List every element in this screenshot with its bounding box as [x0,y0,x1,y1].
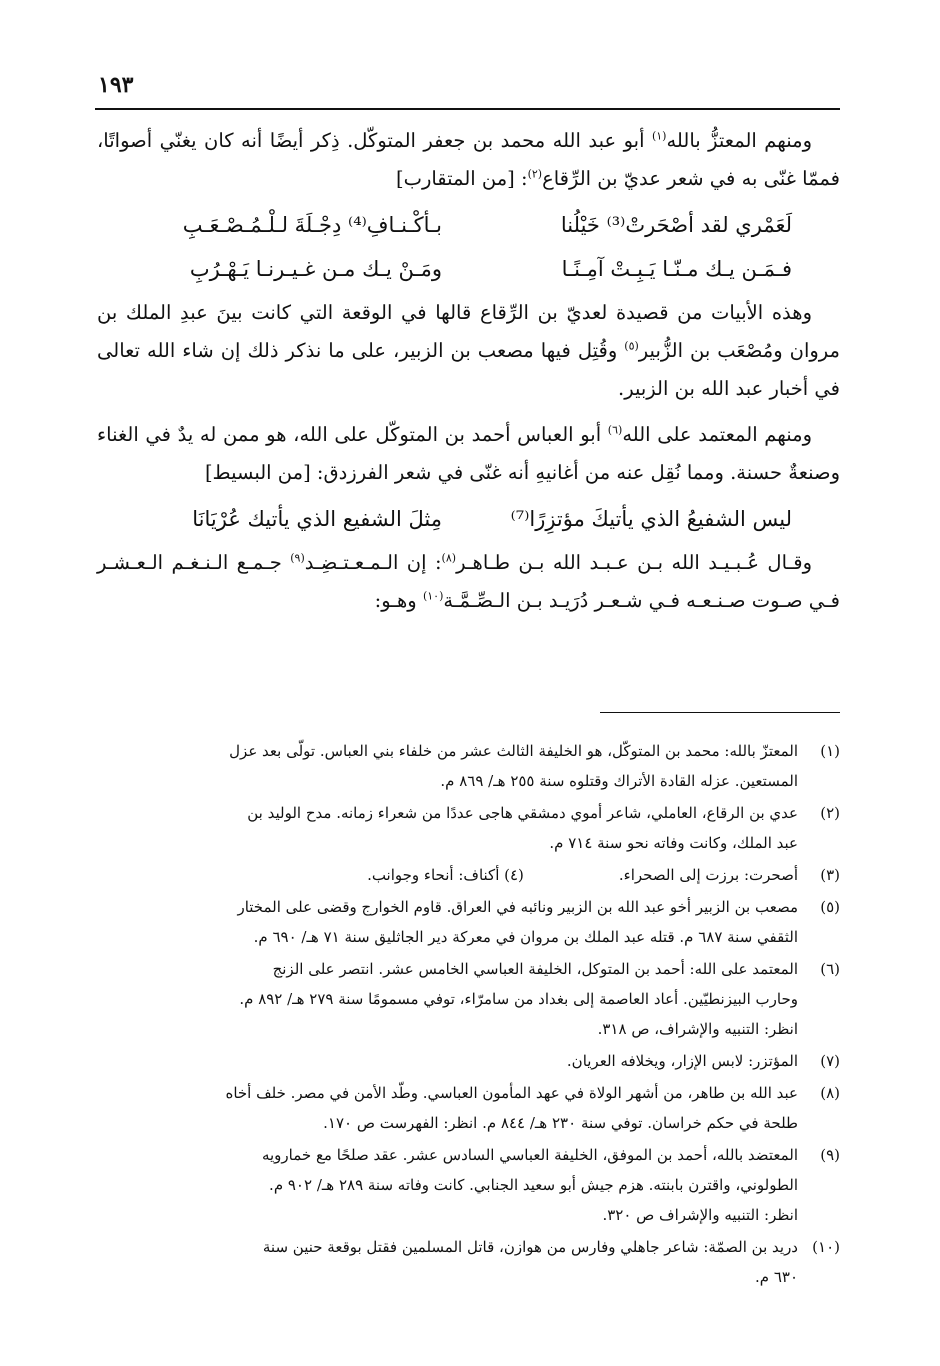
footnote-number: (٣) [820,866,840,884]
verse-second-hemistich: بـأكْـنـافِ⁽⁴⁾ دِجْـلَةَ لـلْـمُـصْـعَـبِ [182,213,442,237]
text-run: وهذه الأبيات من قصيدة لعديّ بن الرِّقاع قالها في الوقعة التي كانت بينَ عبدِ الملك بن مروان ومُصْعَب بن الزُّبير [97,301,840,362]
text-run: وقُتِل فيها مصعب بن الزبير، على ما نذكر ذلك إن شاء الله تعالى في أخبار عبد الله بن الزبير. [97,339,840,400]
footnote-9 [97,1140,840,1230]
footnote-number: (١) [820,742,840,760]
footnote-part: (٤) أكناف: أنحاء وجوانب. [367,866,524,884]
footnote-3-4 [97,860,840,890]
footnote-line: وحارب البيزنطيّين. أعاد العاصمة إلى بغداد من سامرّاء، توفي مسمومًا سنة ٢٧٩ هـ/ ٨٩٢ م. [239,990,798,1008]
footnote-8 [97,1078,840,1138]
footnote-1 [97,736,840,796]
footnote-line: انظر: التنبيه والإشراف، ص ٣١٨. [597,1020,798,1038]
text-run: : [من المتقارب] [395,167,528,190]
footnote-line: عدي بن الرقاع، العاملي، شاعر أموي دمشقي هاجى عددًا من شعراء زمانه. مدح الوليد بن [247,804,798,822]
footnote-number: (٧) [820,1052,840,1070]
paragraph-verses-context [97,294,840,408]
footnote-line: المؤتزر: لابس الإزار، ويخلافه العريان. [566,1052,798,1070]
footnote-ref: (٥) [624,339,639,353]
footnote-line: عبد الله بن طاهر، من أشهر الولاة في عهد المأمون العباسي. وطّد الأمن في مصر. خلف أخاه [225,1084,798,1102]
footnote-line: المعتزّ بالله: محمد بن المتوكّل، هو الخليفة الثالث عشر من خلفاء بني العباس. تولّى بعد عزل [229,742,798,760]
footnote-2 [97,798,840,858]
footnote-line: المعتمد على الله: أحمد بن المتوكل، الخليفة العباسي الخامس عشر. انتصر على الزنج [272,960,798,978]
verse-line-1 [142,206,792,244]
footnote-number: (٢) [820,804,840,822]
footnote-pair [97,860,798,890]
footnote-number: (٩) [820,1146,840,1164]
verse-line-3 [142,500,792,538]
verse-first-hemistich: فـمَـن يـك مـنّـا يَـبِـتْ آمِـنًـا [561,257,792,281]
paragraph-mutamid [97,416,840,492]
footnote-number: (٨) [820,1084,840,1102]
footnote-line: الطولوني، واقترن بابنته. هزم جيش أبو سعيد الجنابي. كانت وفاته سنة ٢٨٩ هـ/ ٩٠٢ م. [269,1176,798,1194]
footnote-5 [97,892,840,952]
paragraph-mutazz [97,122,840,198]
footnote-line: المعتضد بالله، أحمد بن الموفق، الخليفة العباسي السادس عشر. عقد صلحًا مع خمارويه [261,1146,798,1164]
footnote-number: (١٠) [812,1238,840,1256]
footnote-ref: (٦) [607,423,623,437]
text-run: وقـال عُـبـيـد الله بـن عـبـد الله بـن طـاهـر [456,551,812,574]
text-run: ومنهم المعتزُّ بالله [666,129,812,152]
verse-first-hemistich: ليس الشفيعُ الذي يأتيكَ مؤتزِرًا⁽⁷⁾ [510,507,792,531]
footnote-6 [97,954,840,1044]
footnotes [97,736,840,1294]
footnote-part: أصحرت: برزت إلى الصحراء. [618,866,798,884]
footnote-number: (٦) [820,960,840,978]
text-run: ومنهم المعتمد على الله [622,423,812,446]
verse-first-hemistich: لَعَمْري لقد أصْحَرتْ⁽³⁾ خَيْلُنا [560,213,792,237]
text-run: وهـو: [374,589,423,612]
footnote-line: عبد الملك، وكانت وفاته نحو سنة ٧١٤ م. [549,834,798,852]
verse-second-hemistich: مِثلَ الشفيع الذي يأتيك عُرْيَانَا [192,507,442,531]
main-text [97,122,840,620]
page-number: ١٩٣ [98,72,134,98]
verse-line-2 [142,250,792,288]
footnote-separator [600,712,840,713]
footnote-line: الثقفي سنة ٦٨٧ م. قتله عبد الملك بن مروان في معركة دير الجاثليق سنة ٧١ هـ/ ٦٩٠ م. [253,928,798,946]
footnote-7 [97,1046,840,1076]
footnote-line: مصعب بن الزبير أخو عبد الله بن الزبير ونائبه في العراق. قاوم الخوارج وقضى على المختار [237,898,798,916]
verse-second-hemistich: ومَـنْ يـك مـن غـيـرنـا يَـهْـرُبِ [189,257,442,281]
footnote-line: طلحة في حكم خراسان. توفي سنة ٢٣٠ هـ/ ٨٤٤ م. انظر: الفهرست ص ١٧٠. [323,1114,798,1132]
footnote-ref: (٨) [441,551,457,565]
text-run: : إن الـمـعـتـضِـد [304,551,442,574]
footnote-ref: (١٠) [422,589,444,603]
footnote-line: دريد بن الصمّة: شاعر جاهلي وفارس من هوازن، قاتل المسلمين فقتل بوقعة حنين سنة [262,1238,798,1256]
footnote-10 [97,1232,840,1292]
text-run: أبو عبد الله محمد بن جعفر المتوكّل. ذِكر أيضًا أنه كان يغنّي أصواتًا، فممّا غنّى به في شعر عديّ بن الرِّقاع [97,129,840,190]
footnote-ref: (١) [651,129,667,143]
footnote-number: (٥) [820,898,840,916]
footnote-line: انظر: التنبيه والإشراف ص ٣٢٠. [602,1206,798,1224]
text-run: أبو العباس أحمد بن المتوكّل على الله، هو ممن له يدٌ في الغناء وصنعةٌ حسنة. ومما نُقِل عنه من أغانيهِ أنه غنّى في شعر الفرزدق: [من البسيط] [97,423,840,484]
paragraph-ubaydallah [97,544,840,620]
text-run: جـمـع الـنـغـم الـعـشـر فـي صـوت صـنـعـه فـي شـعـر دُرَيـد بـن الـصِّـمَّـة [97,551,840,612]
footnote-ref: (٩) [290,551,305,565]
footnote-line: المستعين. عزله القادة الأتراك وقتلوه سنة ٢٥٥ هـ/ ٨٦٩ م. [440,772,798,790]
footnote-line: ٦٣٠ م. [755,1268,798,1286]
header-rule [95,108,840,110]
footnote-ref: (٢) [527,167,543,181]
